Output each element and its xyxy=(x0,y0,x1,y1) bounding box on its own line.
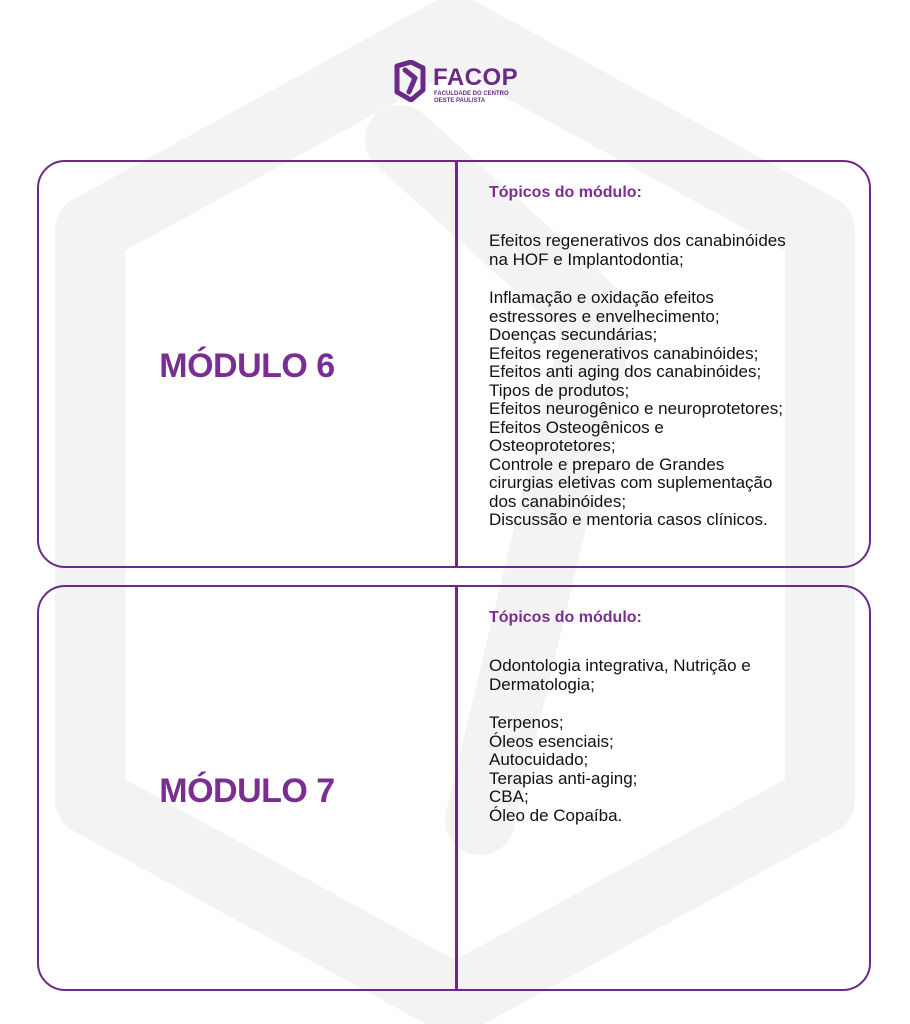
topic-line: Controle e preparo de Grandes xyxy=(489,454,725,474)
topic-line: na HOF e Implantodontia; xyxy=(489,249,684,269)
topic-line: CBA; xyxy=(489,787,529,806)
topic-line: Óleos esenciais; xyxy=(489,731,614,751)
topics-heading: Tópicos do módulo: xyxy=(489,609,642,626)
header-logo xyxy=(393,58,533,110)
brand-name: FACOP xyxy=(433,64,519,91)
brand-subtitle-line: OESTE PAULISTA xyxy=(434,98,486,104)
module-topics xyxy=(489,609,859,845)
topic-line: Óleo de Copaíba. xyxy=(489,805,623,825)
topic-line: Odontologia integrativa, Nutrição e xyxy=(489,656,751,675)
topic-line: Tipos de produtos; xyxy=(489,380,630,400)
module-title: MÓDULO 7 xyxy=(159,772,335,810)
brand-subtitle-line: FACULDADE DO CENTRO xyxy=(434,91,509,97)
module-topics xyxy=(489,184,859,550)
topic-line: Efeitos Osteogênicos e xyxy=(489,417,664,437)
topic-line: Efeitos regenerativos canabinóides; xyxy=(489,343,759,363)
module-6-card xyxy=(37,160,871,568)
topic-line: dos canabinóides; xyxy=(489,491,627,511)
topic-group xyxy=(489,657,859,694)
topic-line: Efeitos anti aging dos canabinóides; xyxy=(489,362,762,381)
topic-line: Autocuidado; xyxy=(489,750,589,769)
topic-line: Efeitos regenerativos dos canabinóides xyxy=(489,231,786,250)
topic-line: Terpenos; xyxy=(489,713,564,732)
topic-line: Discussão e mentoria casos clínicos. xyxy=(489,510,768,529)
topic-line: Osteoprotetores; xyxy=(489,436,616,455)
topic-group xyxy=(489,714,859,825)
topic-line: Inflamação e oxidação efeitos xyxy=(489,288,714,307)
topic-group xyxy=(489,232,859,269)
card-divider xyxy=(455,162,458,566)
brand-subtitle xyxy=(434,91,534,105)
facop-logo-icon xyxy=(393,60,427,102)
module-title: MÓDULO 6 xyxy=(159,347,335,385)
topic-line: estressores e envelhecimento; xyxy=(489,306,720,326)
topic-line: Doenças secundárias; xyxy=(489,325,658,344)
topic-line: Dermatologia; xyxy=(489,674,595,694)
card-divider xyxy=(455,587,458,989)
topic-group xyxy=(489,289,859,530)
topic-line: cirurgias eletivas com suplementação xyxy=(489,473,773,492)
topic-line: Terapias anti-aging; xyxy=(489,768,638,788)
topics-heading: Tópicos do módulo: xyxy=(489,184,642,201)
topic-line: Efeitos neurogênico e neuroprotetores; xyxy=(489,399,783,418)
module-7-card xyxy=(37,585,871,991)
